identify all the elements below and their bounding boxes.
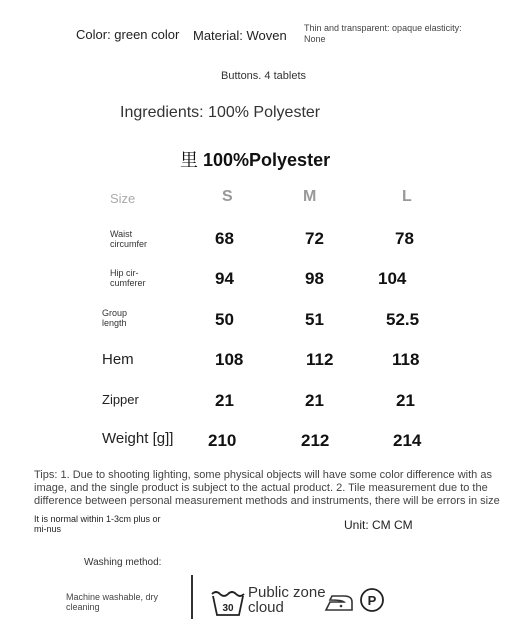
lining-cjk: 里 <box>180 150 198 171</box>
ingredients-spec: Ingredients: 100% Polyester <box>120 104 321 121</box>
row-label-hem: Hem <box>102 351 134 368</box>
buttons-spec: Buttons. 4 tablets <box>221 70 306 82</box>
iron-icon <box>322 590 356 614</box>
lining-text: 100%Polyester <box>198 150 331 170</box>
size-s-header: S <box>222 188 233 205</box>
size-l-header: L <box>402 188 412 205</box>
tips-text: Tips: 1. Due to shooting lighting, some physical objects will have some color difference with as image, and the single product is subject to the actual product. 2. Tile measurement due to the difference between personal measurement methods and instruments, there will be errors in size <box>34 469 500 507</box>
table-cell: 68 <box>215 229 234 248</box>
size-m-header: M <box>303 188 317 205</box>
lining-spec <box>180 146 330 172</box>
table-cell: 112 <box>306 350 334 369</box>
row-label-group-length: Group length <box>102 308 128 328</box>
dry-clean-letter: P <box>367 593 377 608</box>
wash-temp-text: 30 <box>222 603 234 614</box>
table-cell: 52.5 <box>386 310 420 329</box>
table-cell: 98 <box>305 269 324 288</box>
dry-clean-icon <box>359 587 385 613</box>
table-cell: 72 <box>305 229 324 248</box>
divider <box>191 575 193 619</box>
tolerance-note: It is normal within 1-3cm plus or mi-nus <box>34 514 161 534</box>
wash-tub-icon <box>210 588 246 618</box>
table-cell: 21 <box>305 391 324 410</box>
material-spec: Material: Woven <box>193 28 287 43</box>
washing-method-label: Washing method: <box>84 557 162 568</box>
table-cell: 78 <box>395 229 414 248</box>
care-label-text: Public zone cloud <box>248 584 326 616</box>
color-spec: Color: green color <box>76 27 180 42</box>
machine-washable-text: Machine washable, dry cleaning <box>66 592 159 612</box>
table-cell: 118 <box>392 350 420 369</box>
table-cell: 212 <box>301 431 330 450</box>
table-cell: 94 <box>215 269 234 288</box>
unit-label: Unit: CM CM <box>344 518 413 532</box>
row-label-zipper: Zipper <box>102 392 139 407</box>
table-cell: 21 <box>215 391 234 410</box>
table-cell: 21 <box>396 391 415 410</box>
table-cell: 210 <box>208 431 237 450</box>
table-cell: 214 <box>393 431 422 450</box>
size-column-label: Size <box>110 191 136 206</box>
row-label-weight: Weight [g]] <box>102 430 174 447</box>
row-label-hip: Hip cir-cumferer <box>110 268 146 288</box>
table-cell: 50 <box>215 310 234 329</box>
row-label-waist: Waist circumfer <box>110 229 148 249</box>
table-cell: 104 <box>378 269 407 288</box>
table-cell: 108 <box>215 350 244 369</box>
thickness-spec: Thin and transparent: opaque elasticity: None <box>304 23 462 44</box>
table-cell: 51 <box>305 310 324 329</box>
